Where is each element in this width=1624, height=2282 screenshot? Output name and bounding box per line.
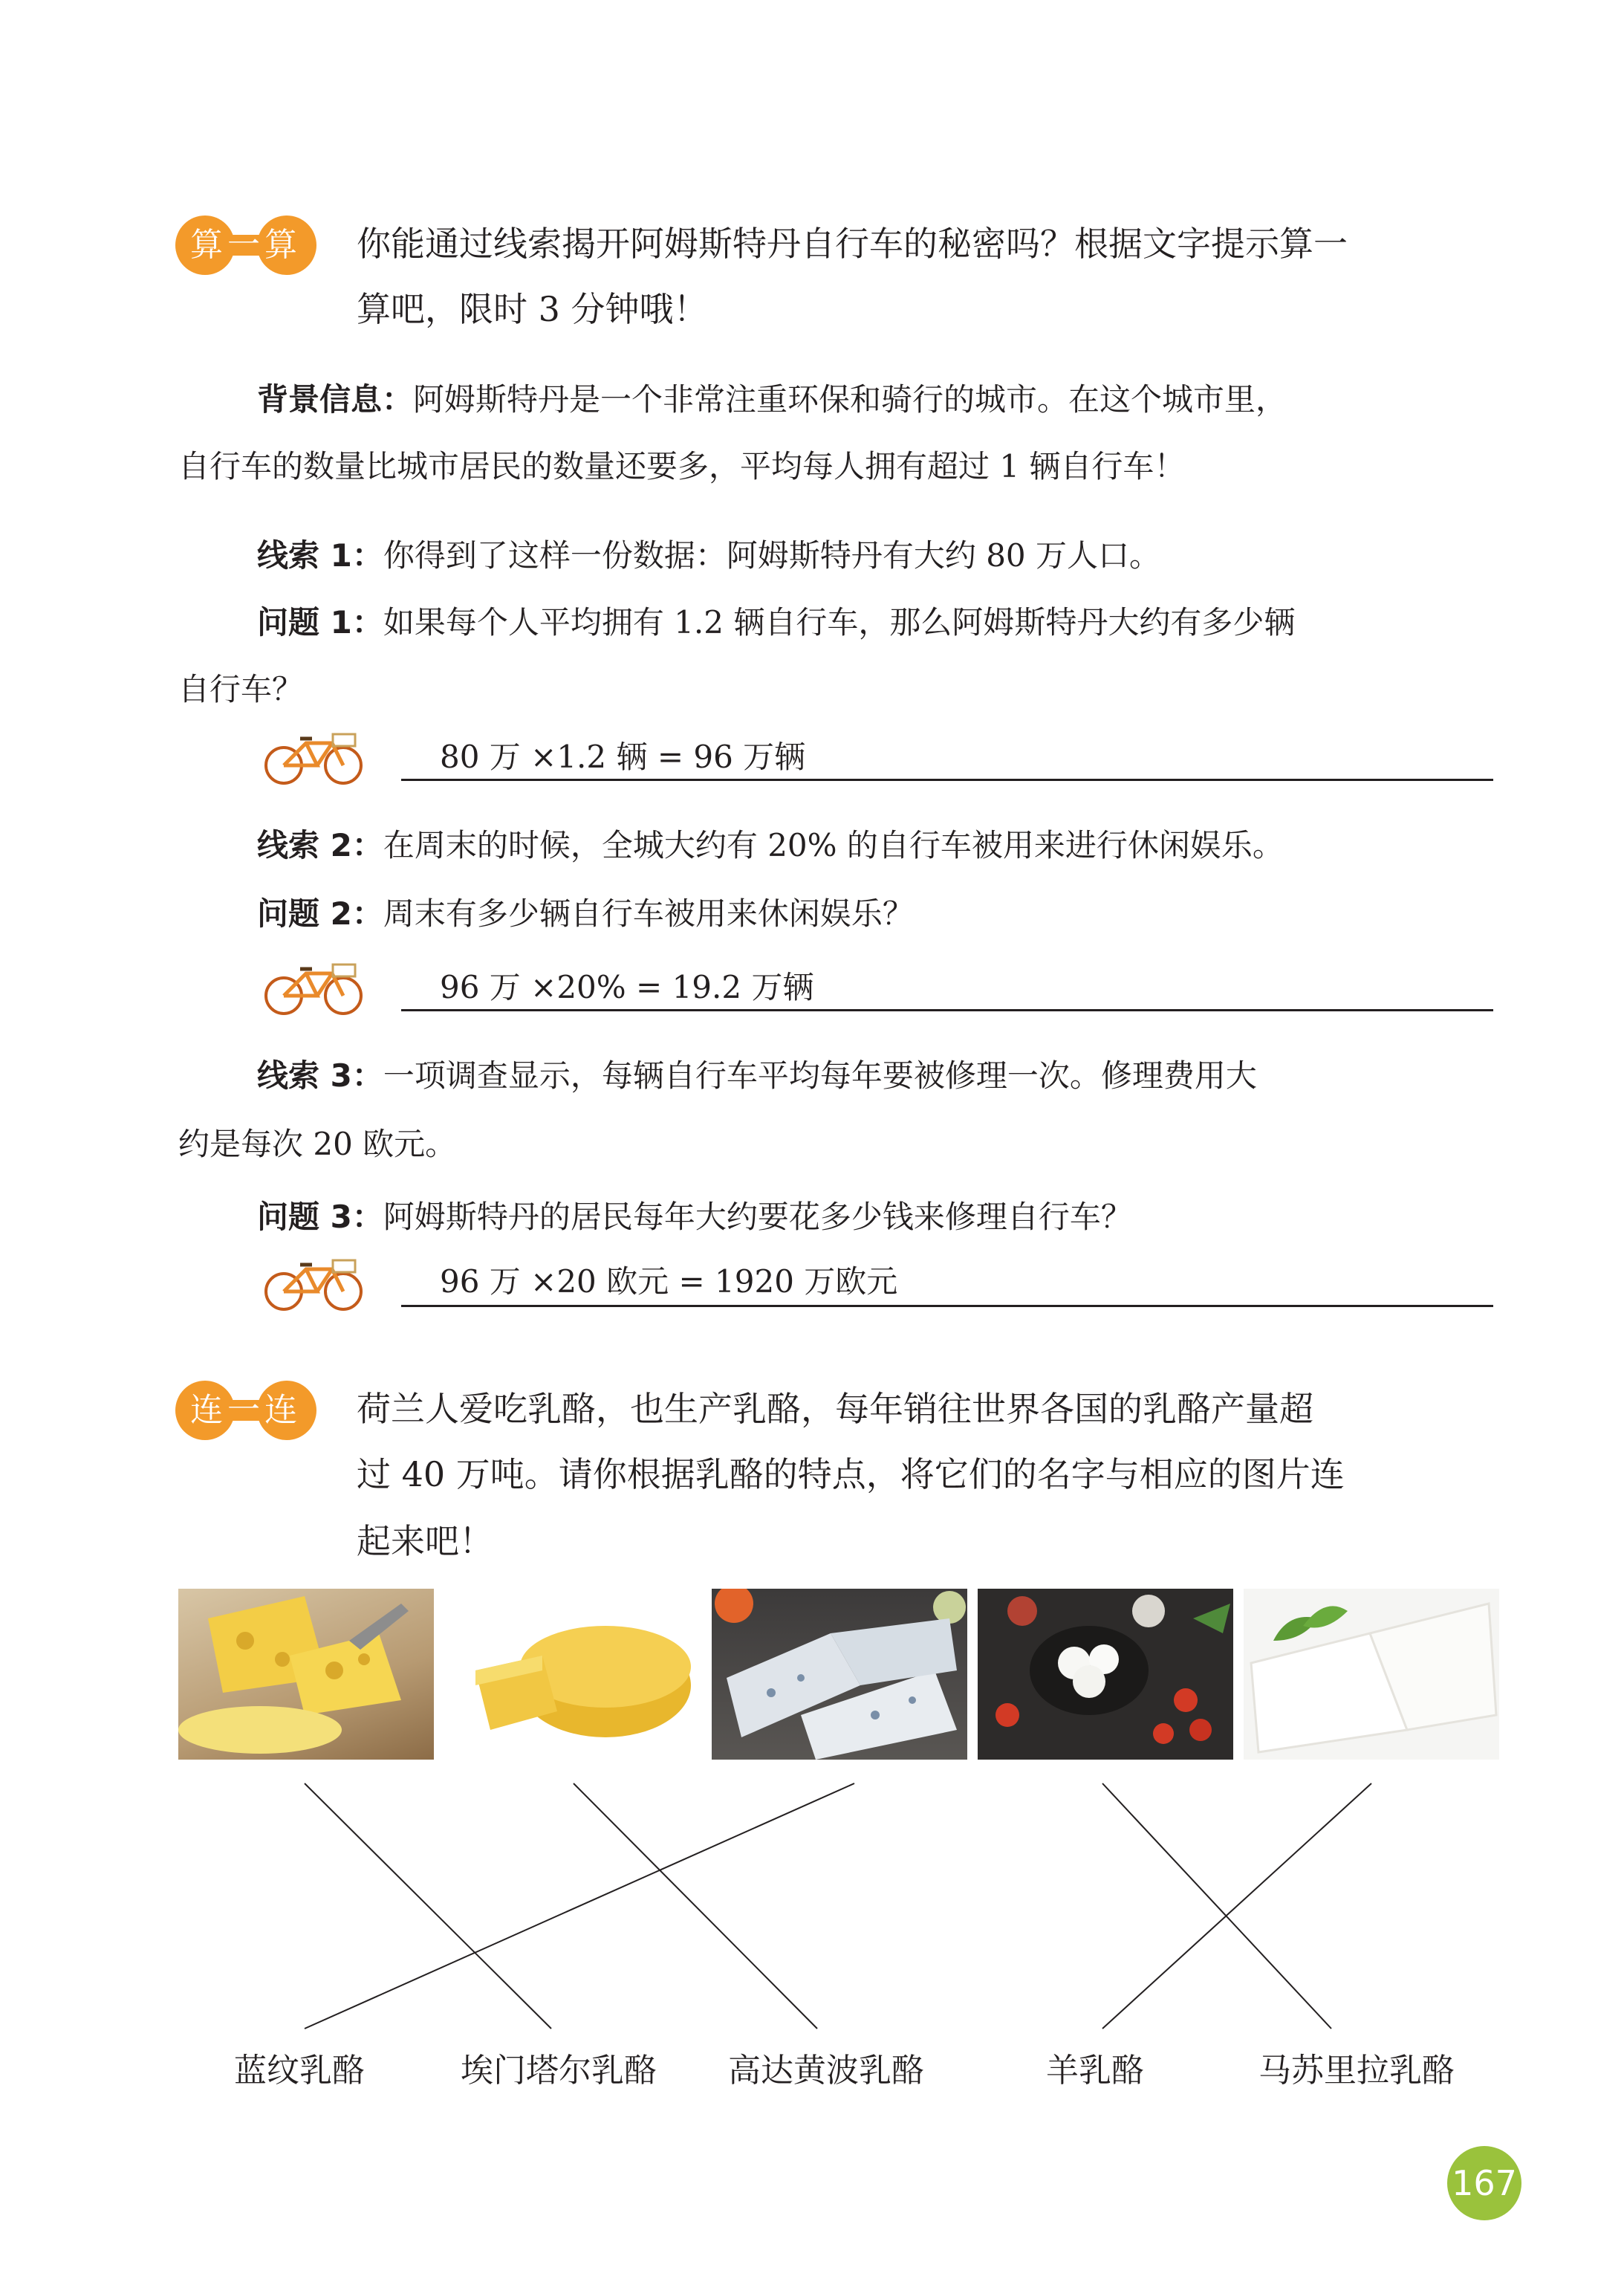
section2-line2: 过 40 万吨。请你根据乳酪的特点，将它们的名字与相应的图片连 [357, 1454, 1345, 1494]
question3-text: 阿姆斯特丹的居民每年大约要花多少钱来修理自行车？ [383, 1199, 1132, 1235]
cheese-name-gouda: 高达黄波乳酪 [728, 2052, 924, 2090]
cheese-name-goat: 羊乳酪 [1046, 2052, 1144, 2090]
clue3-label: 线索 3： [257, 1057, 383, 1094]
badge-text: 算一算 [190, 226, 302, 264]
cheese-name-mozzarella: 马苏里拉乳酪 [1258, 2052, 1455, 2090]
page-number: 167 [1447, 2146, 1521, 2220]
question1-line2: 自行车？ [178, 671, 304, 707]
section1-intro-line2: 算吧，限时 3 分钟哦！ [357, 289, 708, 329]
clue3-text: 一项调查显示，每辆自行车平均每年要被修理一次。修理费用大 [383, 1057, 1257, 1094]
match-line-gouda [574, 1783, 817, 2029]
question2-text: 周末有多少辆自行车被用来休闲娱乐？ [383, 895, 914, 932]
background-label: 背景信息： [257, 381, 414, 418]
question2-label: 问题 2： [257, 895, 383, 932]
background-line2: 自行车的数量比城市居民的数量还要多，平均每人拥有超过 1 辆自行车！ [178, 448, 1186, 484]
clue1-label: 线索 1： [257, 537, 383, 574]
answer2: 96 万 ×20% = 19.2 万辆 [440, 969, 814, 1005]
section2-line3: 起来吧！ [357, 1521, 493, 1561]
answer3: 96 万 ×20 欧元 = 1920 万欧元 [440, 1263, 898, 1300]
section1-intro-line1: 你能通过线索揭开阿姆斯特丹自行车的秘密吗？根据文字提示算一 [357, 224, 1348, 264]
badge-text: 连一连 [190, 1391, 302, 1429]
background-text: 阿姆斯特丹是一个非常注重环保和骑行的城市。在这个城市里， [413, 381, 1287, 418]
clue2-text: 在周末的时候，全城大约有 20% 的自行车被用来进行休闲娱乐。 [383, 827, 1284, 863]
match-line-mozzarella [1102, 1783, 1331, 2029]
cheese-name-blue: 蓝纹乳酪 [234, 2052, 365, 2090]
clue3-line2: 约是每次 20 欧元。 [178, 1126, 457, 1162]
clue1-text: 你得到了这样一份数据：阿姆斯特丹有大约 80 万人口。 [383, 537, 1161, 574]
clue2-label: 线索 2： [257, 827, 383, 863]
match-line-blue [305, 1783, 854, 2029]
section2-line1: 荷兰人爱吃乳酪，也生产乳酪，每年销往世界各国的乳酪产量超 [357, 1389, 1313, 1429]
match-line-goat [1102, 1783, 1371, 2029]
cheese-name-emmental: 埃门塔尔乳酪 [461, 2052, 657, 2090]
match-line-emmental [305, 1783, 551, 2029]
question3-label: 问题 3： [257, 1199, 383, 1235]
question1-label: 问题 1： [257, 604, 383, 641]
answer1: 80 万 ×1.2 辆 = 96 万辆 [440, 739, 806, 775]
question1-text: 如果每个人平均拥有 1.2 辆自行车，那么阿姆斯特丹大约有多少辆 [383, 604, 1296, 641]
